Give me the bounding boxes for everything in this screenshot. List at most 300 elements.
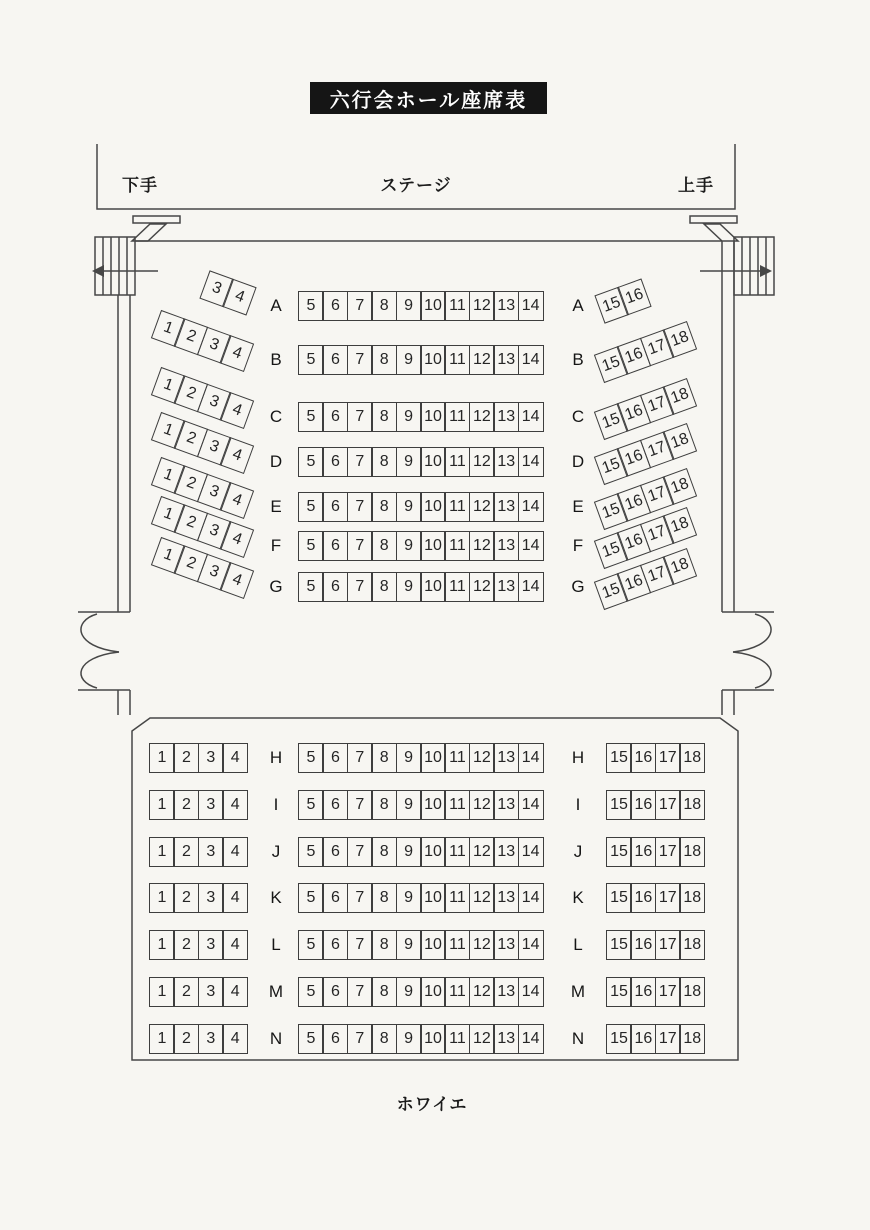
seat: 7 — [347, 790, 373, 820]
seat: 18 — [679, 743, 705, 773]
seat: 11 — [444, 531, 470, 561]
row-K-center-block — [298, 883, 544, 913]
row-B-center-block — [298, 345, 544, 375]
seat: 10 — [420, 492, 446, 522]
seat: 10 — [420, 743, 446, 773]
seat: 11 — [444, 345, 470, 375]
seat: 8 — [371, 977, 397, 1007]
seat: 8 — [371, 492, 397, 522]
row-M-letter-left: M — [268, 982, 284, 1001]
seat: 6 — [322, 291, 348, 321]
seat: 2 — [174, 375, 209, 412]
seat: 5 — [298, 291, 324, 321]
seat: 6 — [322, 447, 348, 477]
seat: 11 — [444, 977, 470, 1007]
row-M-center-block — [298, 977, 544, 1007]
seat: 1 — [149, 930, 175, 960]
seat: 4 — [220, 392, 255, 429]
seat: 9 — [396, 447, 422, 477]
seat: 4 — [220, 562, 255, 599]
wall-stub-right — [722, 690, 734, 715]
seat: 6 — [322, 837, 348, 867]
seat: 17 — [655, 977, 681, 1007]
wall-connector-right — [704, 224, 738, 241]
seat: 11 — [444, 930, 470, 960]
seat: 7 — [347, 447, 373, 477]
seat: 8 — [371, 883, 397, 913]
seat: 3 — [198, 883, 224, 913]
row-G-center-block — [298, 572, 544, 602]
seat: 17 — [655, 790, 681, 820]
seat: 5 — [298, 572, 324, 602]
seat: 4 — [222, 883, 248, 913]
row-K-letter-right: K — [572, 888, 584, 907]
seat: 1 — [149, 790, 175, 820]
seat: 10 — [420, 345, 446, 375]
row-C-letter-right: C — [571, 407, 585, 426]
seat: 12 — [469, 402, 495, 432]
seat: 4 — [220, 521, 255, 558]
seat: 4 — [222, 279, 257, 316]
stairs-left — [95, 237, 135, 295]
row-G-letter-right: G — [571, 577, 585, 596]
seat: 18 — [679, 1024, 705, 1054]
chart-title: 六行会ホール座席表 — [329, 89, 528, 112]
side-wall-right — [722, 241, 734, 612]
seat: 7 — [347, 1024, 373, 1054]
seat: 7 — [347, 402, 373, 432]
seat: 7 — [347, 977, 373, 1007]
row-A-center-block — [298, 291, 544, 321]
row-H-center-block — [298, 743, 544, 773]
seat: 3 — [198, 837, 224, 867]
row-E-center-block — [298, 492, 544, 522]
seat: 5 — [298, 492, 324, 522]
seat: 17 — [640, 431, 675, 468]
seat: 12 — [469, 447, 495, 477]
wall-stub-left — [118, 690, 130, 715]
seat: 3 — [198, 977, 224, 1007]
row-I-letter-right: I — [575, 795, 581, 814]
seat: 7 — [347, 492, 373, 522]
row-N-center-block — [298, 1024, 544, 1054]
seat: 7 — [347, 572, 373, 602]
seat: 6 — [322, 930, 348, 960]
seat: 12 — [469, 291, 495, 321]
seat: 16 — [630, 1024, 656, 1054]
row-F-center-block — [298, 531, 544, 561]
seat: 14 — [518, 572, 544, 602]
seat: 4 — [220, 482, 255, 519]
seat: 2 — [173, 930, 199, 960]
seat: 10 — [420, 531, 446, 561]
stage-right-label: 上手 — [678, 176, 714, 195]
row-F-letter-left: F — [270, 536, 282, 555]
seat: 14 — [518, 837, 544, 867]
seat: 3 — [198, 790, 224, 820]
seat: 6 — [322, 572, 348, 602]
seat: 8 — [371, 447, 397, 477]
seat: 13 — [493, 402, 519, 432]
row-L-right-block — [606, 930, 705, 960]
seat: 3 — [198, 930, 224, 960]
seat: 13 — [493, 837, 519, 867]
seat: 4 — [222, 1024, 248, 1054]
seat: 18 — [663, 507, 698, 544]
seat: 1 — [149, 837, 175, 867]
seat: 13 — [493, 531, 519, 561]
seat: 15 — [606, 977, 632, 1007]
seat: 3 — [198, 1024, 224, 1054]
seat: 3 — [197, 384, 232, 421]
seat: 18 — [679, 883, 705, 913]
seat: 1 — [149, 977, 175, 1007]
row-I-center-block — [298, 790, 544, 820]
seat: 15 — [594, 493, 629, 530]
seat: 9 — [396, 531, 422, 561]
row-N-left-block — [149, 1024, 248, 1054]
seat: 16 — [617, 338, 652, 375]
seat: 8 — [371, 345, 397, 375]
seat: 13 — [493, 447, 519, 477]
seat: 14 — [518, 492, 544, 522]
row-J-letter-left: J — [271, 842, 281, 861]
seat: 7 — [347, 883, 373, 913]
seat: 13 — [493, 1024, 519, 1054]
seat: 7 — [347, 531, 373, 561]
seat: 13 — [493, 883, 519, 913]
row-H-left-block — [149, 743, 248, 773]
seat: 18 — [679, 790, 705, 820]
row-M-letter-right: M — [570, 982, 586, 1001]
row-D-center-block — [298, 447, 544, 477]
seat: 18 — [679, 977, 705, 1007]
seat: 3 — [197, 554, 232, 591]
seat: 10 — [420, 977, 446, 1007]
seat: 7 — [347, 291, 373, 321]
seat: 18 — [663, 468, 698, 505]
seat: 12 — [469, 1024, 495, 1054]
seat: 9 — [396, 790, 422, 820]
stage-left-label: 下手 — [122, 176, 158, 195]
row-M-left-block — [149, 977, 248, 1007]
seat: 4 — [222, 837, 248, 867]
seat: 8 — [371, 402, 397, 432]
seat: 2 — [174, 465, 209, 502]
seat: 5 — [298, 1024, 324, 1054]
row-B-letter-left: B — [270, 350, 282, 369]
row-K-letter-left: K — [270, 888, 282, 907]
row-D-letter-right: D — [571, 452, 585, 471]
seat: 13 — [493, 291, 519, 321]
seat: 9 — [396, 930, 422, 960]
seat: 4 — [222, 743, 248, 773]
row-H-letter-right: H — [571, 748, 585, 767]
seat: 8 — [371, 837, 397, 867]
row-B-letter-right: B — [572, 350, 584, 369]
seat: 17 — [655, 743, 681, 773]
seat: 4 — [220, 335, 255, 372]
seat: 18 — [663, 378, 698, 415]
exit-arrow-left-icon — [92, 265, 158, 277]
seat: 9 — [396, 743, 422, 773]
seat: 5 — [298, 447, 324, 477]
seat: 9 — [396, 402, 422, 432]
seat: 4 — [222, 790, 248, 820]
row-K-right-block — [606, 883, 705, 913]
row-D-letter-left: D — [269, 452, 283, 471]
seat: 5 — [298, 345, 324, 375]
seat: 14 — [518, 447, 544, 477]
seat: 18 — [663, 548, 698, 585]
row-J-letter-right: J — [573, 842, 583, 861]
seat: 8 — [371, 291, 397, 321]
seat: 14 — [518, 790, 544, 820]
seat: 16 — [630, 743, 656, 773]
seat: 2 — [173, 1024, 199, 1054]
seat: 5 — [298, 790, 324, 820]
seat: 14 — [518, 977, 544, 1007]
seat: 16 — [630, 837, 656, 867]
seat: 6 — [322, 883, 348, 913]
door-left — [78, 612, 130, 690]
seat: 1 — [151, 496, 186, 533]
row-I-letter-left: I — [273, 795, 279, 814]
seat: 1 — [151, 537, 186, 574]
chart-title-banner — [310, 82, 547, 114]
seat: 6 — [322, 977, 348, 1007]
seat: 8 — [371, 790, 397, 820]
seat: 16 — [630, 883, 656, 913]
seat: 12 — [469, 492, 495, 522]
seat: 11 — [444, 402, 470, 432]
seat: 12 — [469, 883, 495, 913]
side-wall-left — [118, 295, 130, 612]
seat: 1 — [151, 310, 186, 347]
seat: 17 — [655, 1024, 681, 1054]
seat: 9 — [396, 977, 422, 1007]
seat: 15 — [594, 448, 629, 485]
seat: 18 — [663, 423, 698, 460]
seat: 17 — [640, 476, 675, 513]
seat: 13 — [493, 743, 519, 773]
row-H-letter-left: H — [269, 748, 283, 767]
seat: 12 — [469, 837, 495, 867]
seat: 15 — [594, 287, 629, 324]
seat: 10 — [420, 790, 446, 820]
seat: 9 — [396, 883, 422, 913]
row-C-letter-left: C — [269, 407, 283, 426]
seat: 7 — [347, 930, 373, 960]
seat: 12 — [469, 790, 495, 820]
seat: 1 — [151, 367, 186, 404]
seat: 3 — [198, 743, 224, 773]
seat: 16 — [617, 278, 652, 315]
row-A-letter-left: A — [270, 296, 282, 315]
seat: 5 — [298, 402, 324, 432]
row-H-right-block — [606, 743, 705, 773]
seat: 13 — [493, 572, 519, 602]
seat: 2 — [173, 837, 199, 867]
seat: 15 — [594, 573, 629, 610]
seat: 9 — [396, 291, 422, 321]
seat: 13 — [493, 930, 519, 960]
seat: 7 — [347, 743, 373, 773]
row-G-letter-left: G — [269, 577, 283, 596]
seat: 17 — [640, 386, 675, 423]
seat: 5 — [298, 743, 324, 773]
seat: 16 — [630, 790, 656, 820]
seat: 10 — [420, 447, 446, 477]
row-M-right-block — [606, 977, 705, 1007]
row-C-center-block — [298, 402, 544, 432]
seat: 12 — [469, 531, 495, 561]
seat: 11 — [444, 492, 470, 522]
seat: 16 — [617, 565, 652, 602]
row-J-center-block — [298, 837, 544, 867]
seat: 11 — [444, 883, 470, 913]
seat: 15 — [594, 346, 629, 383]
seat: 2 — [174, 504, 209, 541]
seat: 14 — [518, 743, 544, 773]
seat: 12 — [469, 930, 495, 960]
seat: 13 — [493, 345, 519, 375]
seat: 6 — [322, 1024, 348, 1054]
wall-connector-left — [132, 224, 166, 241]
seat: 9 — [396, 837, 422, 867]
seat: 6 — [322, 345, 348, 375]
row-J-left-block — [149, 837, 248, 867]
seat: 17 — [655, 883, 681, 913]
seat: 1 — [151, 412, 186, 449]
seat: 9 — [396, 1024, 422, 1054]
seat: 2 — [173, 790, 199, 820]
seat: 2 — [174, 318, 209, 355]
row-I-right-block — [606, 790, 705, 820]
seat: 12 — [469, 977, 495, 1007]
seat: 16 — [617, 524, 652, 561]
seat: 15 — [606, 790, 632, 820]
seat: 17 — [640, 556, 675, 593]
seat: 5 — [298, 883, 324, 913]
door-right — [722, 612, 774, 690]
seat: 16 — [617, 440, 652, 477]
seat: 2 — [173, 743, 199, 773]
seat: 18 — [679, 930, 705, 960]
seat: 10 — [420, 883, 446, 913]
seat: 6 — [322, 531, 348, 561]
seat: 5 — [298, 930, 324, 960]
seat: 4 — [222, 930, 248, 960]
seat: 3 — [197, 327, 232, 364]
seat: 9 — [396, 572, 422, 602]
seat: 3 — [197, 474, 232, 511]
seat: 6 — [322, 790, 348, 820]
seat: 14 — [518, 531, 544, 561]
row-J-right-block — [606, 837, 705, 867]
seat: 9 — [396, 345, 422, 375]
row-F-letter-right: F — [572, 536, 584, 555]
seat: 15 — [594, 532, 629, 569]
seat: 14 — [518, 1024, 544, 1054]
seat: 10 — [420, 291, 446, 321]
row-K-left-block — [149, 883, 248, 913]
seat: 10 — [420, 572, 446, 602]
seat: 11 — [444, 1024, 470, 1054]
seat: 4 — [222, 977, 248, 1007]
row-L-letter-right: L — [573, 935, 583, 954]
seat: 11 — [444, 790, 470, 820]
row-E-letter-left: E — [270, 497, 282, 516]
foyer-label: ホワイエ — [396, 1095, 468, 1114]
seat: 11 — [444, 837, 470, 867]
seat: 7 — [347, 345, 373, 375]
seat: 12 — [469, 572, 495, 602]
seat: 11 — [444, 572, 470, 602]
seat: 2 — [174, 420, 209, 457]
seat: 3 — [197, 429, 232, 466]
seat: 17 — [640, 329, 675, 366]
seat: 15 — [606, 743, 632, 773]
row-A-letter-right: A — [572, 296, 584, 315]
seat: 13 — [493, 977, 519, 1007]
seat: 15 — [606, 883, 632, 913]
seat: 6 — [322, 492, 348, 522]
seat: 8 — [371, 531, 397, 561]
seat: 18 — [679, 837, 705, 867]
seat: 14 — [518, 930, 544, 960]
seat: 13 — [493, 492, 519, 522]
exit-arrow-right-icon — [700, 265, 772, 277]
proscenium-bar-left — [133, 216, 180, 223]
seat: 15 — [606, 930, 632, 960]
row-N-right-block — [606, 1024, 705, 1054]
seat: 16 — [630, 930, 656, 960]
seat: 10 — [420, 930, 446, 960]
seat: 1 — [149, 1024, 175, 1054]
seat: 17 — [655, 930, 681, 960]
seat: 1 — [151, 457, 186, 494]
seat: 18 — [663, 321, 698, 358]
seat: 1 — [149, 743, 175, 773]
seat: 9 — [396, 492, 422, 522]
seat: 11 — [444, 291, 470, 321]
seat: 14 — [518, 345, 544, 375]
stage-label: ステージ — [380, 176, 452, 195]
seat: 5 — [298, 837, 324, 867]
seat: 1 — [149, 883, 175, 913]
seat: 15 — [594, 403, 629, 440]
seat: 5 — [298, 531, 324, 561]
seat: 16 — [617, 485, 652, 522]
seat: 15 — [606, 1024, 632, 1054]
seat: 3 — [199, 270, 234, 307]
seat: 17 — [655, 837, 681, 867]
seat: 2 — [173, 977, 199, 1007]
seat: 8 — [371, 930, 397, 960]
seat: 10 — [420, 402, 446, 432]
seat: 2 — [174, 545, 209, 582]
row-I-left-block — [149, 790, 248, 820]
seat: 8 — [371, 1024, 397, 1054]
seat: 2 — [173, 883, 199, 913]
seat: 8 — [371, 743, 397, 773]
seat: 12 — [469, 743, 495, 773]
seat: 15 — [606, 837, 632, 867]
seat: 6 — [322, 402, 348, 432]
seat: 17 — [640, 515, 675, 552]
row-N-letter-right: N — [571, 1029, 585, 1048]
